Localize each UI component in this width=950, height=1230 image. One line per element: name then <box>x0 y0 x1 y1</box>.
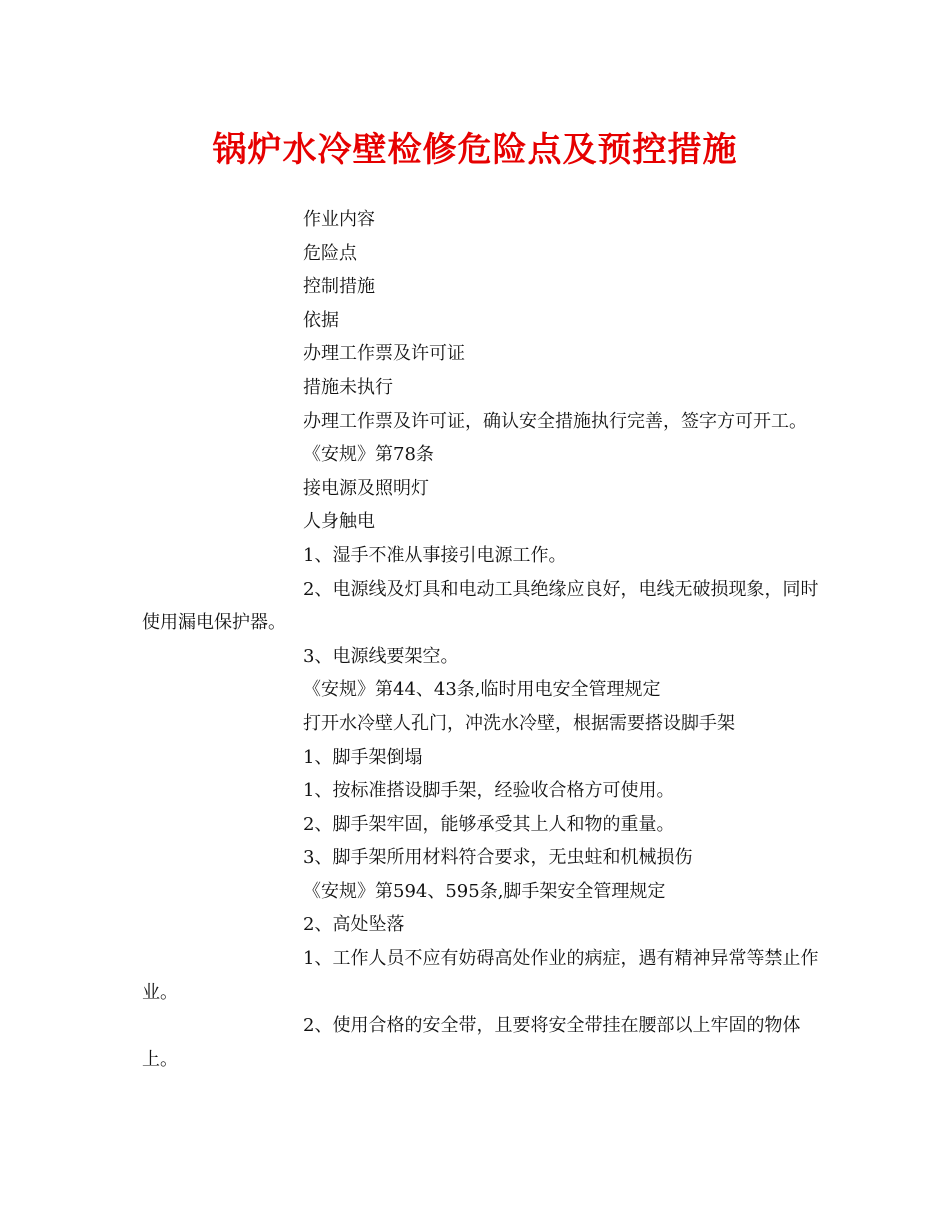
paragraph-13: 3、电源线要架空。 <box>303 645 459 667</box>
paragraph-4: 依据 <box>303 309 339 331</box>
page-title: 锅炉水冷壁检修危险点及预控措施 <box>212 130 738 170</box>
paragraph-12: 2、电源线及灯具和电动工具绝缘应良好，电线无破损现象，同时使用漏电保护器。 <box>142 578 819 634</box>
paragraph-18: 2、脚手架牢固，能够承受其上人和物的重量。 <box>303 813 675 835</box>
paragraph-22: 1、工作人员不应有妨碍高处作业的病症，遇有精神异常等禁止作业。 <box>142 948 819 1003</box>
paragraph-10: 人身触电 <box>303 511 375 533</box>
paragraph-6: 措施未执行 <box>303 376 393 398</box>
paragraph-1: 作业内容 <box>303 209 375 230</box>
paragraph-17: 1、按标准搭设脚手架，经验收合格方可使用。 <box>303 780 675 802</box>
paragraph-16: 1、脚手架倒塌 <box>303 746 423 768</box>
paragraph-9: 接电源及照明灯 <box>303 477 429 499</box>
paragraph-8: 《安规》第78条 <box>303 444 434 466</box>
paragraph-23: 2、使用合格的安全带，且要将安全带挂在腰部以上牢固的物体上。 <box>142 1015 801 1070</box>
paragraph-2: 危险点 <box>303 242 357 264</box>
paragraph-3: 控制措施 <box>303 276 375 298</box>
paragraph-20: 《安规》第594、595条,脚手架安全管理规定 <box>303 880 666 902</box>
paragraph-15: 打开水冷壁人孔门，冲洗水冷壁，根据需要搭设脚手架 <box>303 712 735 734</box>
paragraph-21: 2、高处坠落 <box>303 914 405 936</box>
paragraph-14: 《安规》第44、43条,临时用电安全管理规定 <box>303 679 661 701</box>
paragraph-5: 办理工作票及许可证 <box>303 343 465 365</box>
paragraph-11: 1、湿手不准从事接引电源工作。 <box>303 544 567 566</box>
paragraph-7: 办理工作票及许可证，确认安全措施执行完善，签字方可开工。 <box>303 410 807 432</box>
paragraph-19: 3、脚手架所用材料符合要求，无虫蛀和机械损伤 <box>303 847 693 869</box>
document-body <box>142 203 822 1076</box>
